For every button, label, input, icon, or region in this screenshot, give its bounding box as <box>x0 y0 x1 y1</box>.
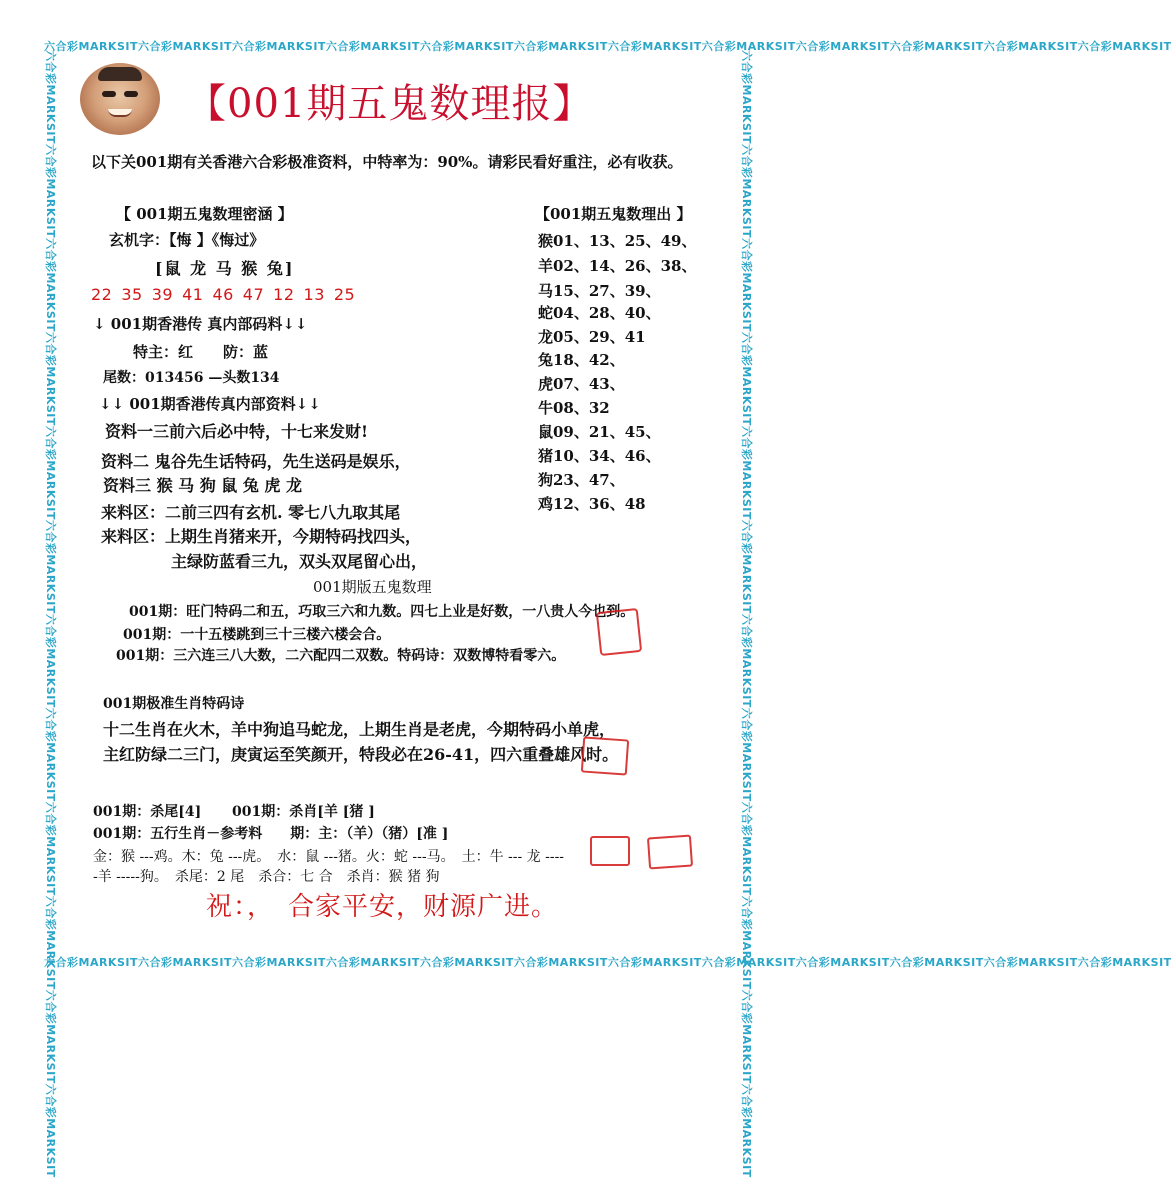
seal-stamp-icon <box>590 836 630 866</box>
intro-text: 以下关001期有关香港六合彩极准资料，中特率为：90%。请彩民看好重注，必有收获。 <box>91 153 683 171</box>
data-three: 资料三 猴 马 狗 鼠 兔 虎 龙 <box>103 476 302 495</box>
data-two: 资料二 鬼谷先生话特码，先生送码是娱乐， <box>101 452 411 471</box>
verse-line-three: 001期：三六连三八大数，二六配四二双数。特码诗：双数博特看零六。 <box>116 648 566 664</box>
version-title: 001期版五鬼数理 <box>313 578 432 596</box>
number-item: 25 <box>333 285 356 304</box>
page-title: 【001期五鬼数理报】 <box>186 81 594 127</box>
verse-line-one: 001期：旺门特码二和五，巧取三六和九数。四七上业是好数，一八贵人今也到。 <box>129 604 635 620</box>
number-item: 46 <box>212 285 234 304</box>
poem-line-one: 十二生肖在火木，羊中狗追马蛇龙，上期生肖是老虎，今期特码小单虎， <box>103 720 616 739</box>
riddle-animals: [鼠 龙 马 猴 兔] <box>155 259 295 278</box>
number-item: 35 <box>121 285 143 304</box>
zodiac-row: 蛇04、28、40、 <box>538 304 661 322</box>
seal-stamp-icon <box>596 608 642 656</box>
poem-line-two: 主红防绿二三门，庚寅运至笑颜开，特段必在26-41，四六重叠雄风时。 <box>103 745 619 764</box>
number-item: 22 <box>91 285 113 304</box>
inside-data-heading: ↓↓ 001期香港传真内部资料↓↓ <box>99 395 321 413</box>
zodiac-row: 羊02、14、26、38、 <box>538 257 697 275</box>
five-elements-reference: 001期：五行生肖－参考料 期：主：（羊）（猪）[准 ] <box>93 826 449 842</box>
left-heading: 【 001期五鬼数理密涵 】 <box>116 205 293 223</box>
zodiac-row: 马15、27、39、 <box>538 282 661 300</box>
poem-heading: 001期极准生肖特码诗 <box>103 696 245 712</box>
zodiac-row: 鸡12、36、48 <box>538 495 646 513</box>
inside-code-heading: ↓ 001期香港传 真内部码料↓↓ <box>93 315 308 333</box>
watermark-right: 六合彩MARKSIT六合彩MARKSIT六合彩MARKSIT六合彩MARKSIT六合彩MARKSIT六合彩MARKSIT六合彩MARKSIT六合彩MARKSIT六合彩MARKSIT六合彩MARKSIT六合彩MARKSIT六合彩MARKSIT <box>740 50 753 1178</box>
kill-tail: 001期：杀尾[4] <box>93 804 202 820</box>
zodiac-row: 虎07、43、 <box>538 375 625 393</box>
riddle-word: 玄机字：【悔 】《悔过》 <box>109 231 265 249</box>
watermark-top: 六合彩MARKSIT六合彩MARKSIT六合彩MARKSIT六合彩MARKSIT六合彩MARKSIT六合彩MARKSIT六合彩MARKSIT六合彩MARKSIT六合彩MARKSIT六合彩MARKSIT六合彩MARKSIT六合彩MARKSIT <box>44 40 1172 53</box>
watermark-bottom: 六合彩MARKSIT六合彩MARKSIT六合彩MARKSIT六合彩MARKSIT六合彩MARKSIT六合彩MARKSIT六合彩MARKSIT六合彩MARKSIT六合彩MARKSIT六合彩MARKSIT六合彩MARKSIT六合彩MARKSIT <box>44 956 1172 969</box>
seal-stamp-icon <box>581 736 629 775</box>
zodiac-row: 兔18、42、 <box>538 351 625 369</box>
seal-stamp-icon <box>647 835 693 870</box>
zodiac-row: 龙05、29、41 <box>538 328 646 346</box>
zodiac-row: 猪10、34、46、 <box>538 447 661 465</box>
blessing-text: 祝：， 合家平安，财源广进。 <box>206 892 559 922</box>
five-elements-line-two: -羊 -----狗。 杀尾：2 尾 杀合：七 合 杀肖：猴 猪 狗 <box>93 869 440 885</box>
tail-head-numbers: 尾数：013456 —头数134 <box>103 370 280 386</box>
source-three: 主绿防蓝看三九，双头双尾留心出， <box>171 552 428 571</box>
kill-zodiac: 001期：杀肖[羊 [猪 ] <box>232 804 375 820</box>
number-item: 13 <box>303 285 325 304</box>
zodiac-row: 狗23、47、 <box>538 471 625 489</box>
zodiac-row: 鼠09、21、45、 <box>538 423 661 441</box>
right-heading: 【001期五鬼数理出 】 <box>535 205 692 223</box>
zodiac-row: 牛08、32 <box>538 399 610 417</box>
number-item: 47 <box>242 285 265 304</box>
number-item: 12 <box>273 285 295 304</box>
zodiac-row: 猴01、13、25、49、 <box>538 232 697 250</box>
number-item: 41 <box>182 285 204 304</box>
source-one: 来料区：二前三四有玄机. 零七八九取其尾 <box>101 503 401 522</box>
watermark-left: 六合彩MARKSIT六合彩MARKSIT六合彩MARKSIT六合彩MARKSIT六合彩MARKSIT六合彩MARKSIT六合彩MARKSIT六合彩MARKSIT六合彩MARKSIT六合彩MARKSIT六合彩MARKSIT六合彩MARKSIT <box>44 50 57 1178</box>
number-item: 39 <box>151 285 174 304</box>
portrait-avatar <box>80 63 160 135</box>
source-two: 来料区：上期生肖猪来开，今期特码找四头， <box>101 527 422 546</box>
verse-line-two: 001期：一十五楼跳到三十三楼六楼会合。 <box>123 627 391 643</box>
number-list <box>91 285 364 304</box>
data-one: 资料一三前六后必中特，十七来发财! <box>105 422 369 441</box>
five-elements-line-one: 金：猴 ---鸡。木：兔 ---虎。 水：鼠 ---猪。火：蛇 ---马。 土：牛 --- 龙 ---- <box>93 849 565 865</box>
special-color: 特主：红 防：蓝 <box>133 343 269 361</box>
